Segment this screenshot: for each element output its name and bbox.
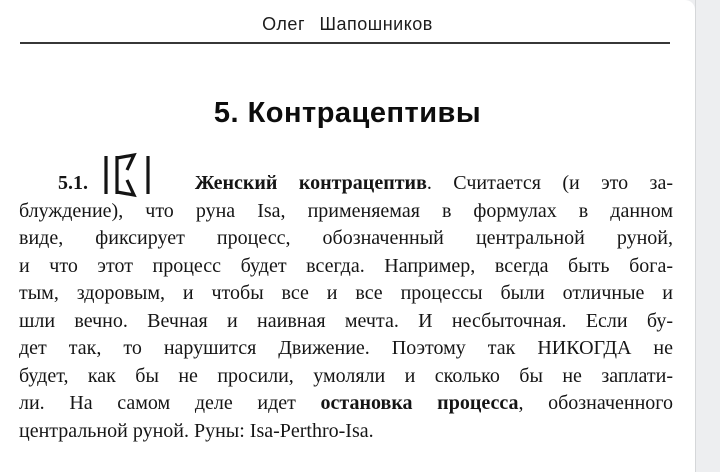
text-line xyxy=(19,390,673,418)
bold-text-segment: остановка процесса xyxy=(320,392,519,414)
text-segment: , обозначенного xyxy=(518,392,674,414)
text-line xyxy=(19,363,673,391)
body-paragraph xyxy=(19,170,673,445)
text-segment: ли. На самом деле идет xyxy=(19,392,321,414)
text-line xyxy=(19,280,673,308)
text-segment: центральной руной. Руны: Isa-Perthro-Isa. xyxy=(19,419,374,442)
page-edge-strip xyxy=(695,0,720,472)
isa-perthro-isa-rune-icon xyxy=(103,154,151,196)
text-segment: тым, здоровым, и чтобы все и все процессы были отличные и xyxy=(19,282,673,304)
chapter-title: 5. Контрацептивы xyxy=(213,97,482,129)
text-line xyxy=(19,308,673,336)
bold-text-segment: 5.1. xyxy=(58,172,110,194)
text-segment: . Считается (и это за- xyxy=(426,172,673,194)
text-line xyxy=(19,418,673,446)
bold-text-segment: Женский контрацептив xyxy=(173,172,427,194)
author-name: Олег Шапошников xyxy=(262,14,433,34)
text-segment: и что этот процесс будет всегда. Например, всегда быть бога- xyxy=(19,254,673,277)
text-segment: виде, фиксирует процесс, обозначенный центральной руной, xyxy=(19,227,673,249)
page-header xyxy=(0,13,695,35)
text-line xyxy=(19,198,673,226)
text-segment: будет, как бы не просили, умоляли и сколько бы не заплати- xyxy=(19,364,673,387)
text-line xyxy=(19,253,673,281)
header-divider xyxy=(20,42,670,44)
text-segment: блуждение), что руна Isa, применяемая в формулах в данном xyxy=(19,199,673,222)
text-line xyxy=(19,225,673,253)
text-segment: дет так, то нарушится Движение. Поэтому так НИКОГДА не xyxy=(19,337,673,359)
text-line xyxy=(19,335,673,363)
text-segment: шли вечно. Вечная и наивная мечта. И несбыточная. Если бу- xyxy=(19,309,673,332)
